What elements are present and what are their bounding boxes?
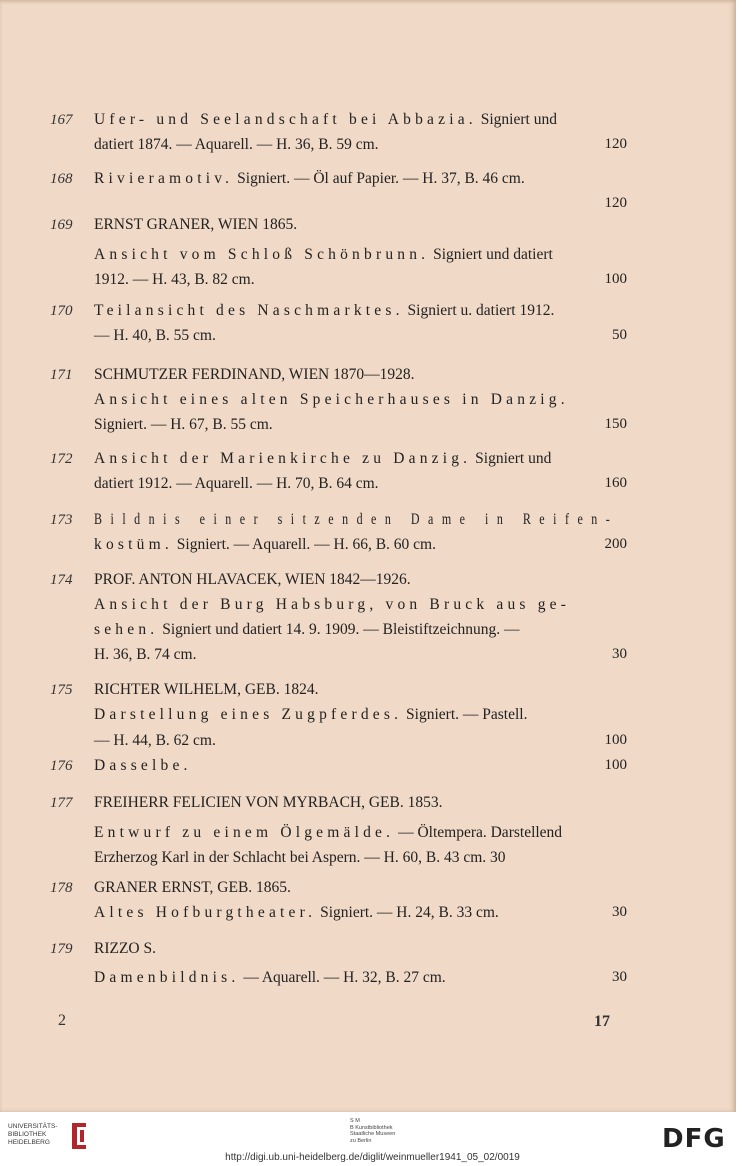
entry-line [94, 366, 618, 384]
lot-number: 177 [50, 795, 73, 811]
entry-text: RICHTER WILHELM, GEB. 1824. [94, 681, 319, 698]
entry-text: PROF. ANTON HLAVACEK, WIEN 1842—1926. [94, 571, 411, 588]
smb-logo-line: zu Berlin [350, 1137, 372, 1144]
spaced-title: Dasselbe. [94, 757, 192, 774]
lot-number: 168 [50, 171, 73, 187]
university-library-logo [8, 1123, 57, 1147]
estimate-price: 120 [604, 136, 627, 152]
spaced-title: Bildnis einer sitzenden Dame in Reifen- [94, 511, 619, 528]
lot-number: 172 [50, 451, 73, 467]
entry-line [94, 450, 618, 468]
estimate-price: 100 [604, 757, 627, 773]
entry-line [94, 849, 618, 867]
lot-number: 176 [50, 758, 73, 774]
uni-logo-line: BIBLIOTHEK [8, 1131, 47, 1138]
spaced-title: Ansicht vom Schloß Schönbrunn. [94, 246, 430, 263]
spaced-title: Ufer- und Seelandschaft bei Abbazia. [94, 111, 477, 128]
uni-logo-line: HEIDELBERG [8, 1139, 50, 1146]
spaced-title: kostüm. [94, 536, 173, 553]
dfg-logo: DFG [662, 1124, 726, 1154]
entry-line [94, 571, 618, 589]
lot-number: 169 [50, 217, 73, 233]
spaced-title: Altes Hofburgtheater. [94, 904, 317, 921]
entry-text: — Öltempera. Darstellend [394, 824, 563, 841]
estimate-price: 160 [604, 475, 627, 491]
entry-text: datiert 1874. — Aquarell. — H. 36, B. 59 cm. [94, 136, 379, 153]
entry-line [94, 216, 618, 234]
university-seal-icon [68, 1121, 90, 1151]
entry-text: datiert 1912. — Aquarell. — H. 70, B. 64 cm. [94, 475, 379, 492]
estimate-price: 30 [612, 969, 627, 985]
source-url[interactable]: http://digi.ub.uni-heidelberg.de/diglit/weinmueller1941_05_02/0019 [225, 1152, 520, 1163]
lot-number: 171 [50, 367, 73, 383]
entry-text: 1912. — H. 43, B. 82 cm. [94, 271, 255, 288]
kunstbibliothek-logo [350, 1118, 395, 1144]
lot-number: 173 [50, 512, 73, 528]
entry-line [94, 416, 618, 434]
entry-text: — Aquarell. — H. 32, B. 27 cm. [239, 969, 446, 986]
entry-text: Signiert. — Aquarell. — H. 66, B. 60 cm. [172, 536, 436, 553]
entry-line [94, 111, 618, 129]
entry-line [94, 136, 618, 154]
estimate-price: 200 [604, 536, 627, 552]
estimate-price: 30 [612, 904, 627, 920]
entry-line [94, 475, 618, 493]
estimate-price: 50 [612, 327, 627, 343]
page-number: 17 [594, 1013, 610, 1030]
lot-number: 167 [50, 112, 73, 128]
spaced-title: Rivieramotiv. [94, 170, 234, 187]
entry-text: Signiert und [471, 450, 552, 467]
entry-text: — H. 44, B. 62 cm. [94, 732, 216, 749]
spaced-title: Ansicht eines alten Speicherhauses in Danzig. [94, 391, 569, 408]
entry-text: Signiert u. datiert 1912. [403, 302, 555, 319]
entry-line [94, 824, 618, 842]
smb-logo-line: B Kunstbibliothek [350, 1124, 393, 1131]
lot-number: 170 [50, 303, 73, 319]
entry-line [94, 646, 618, 664]
entry-line [94, 706, 618, 724]
entry-text: Signiert und datiert 14. 9. 1909. — Bleistiftzeichnung. — [158, 621, 520, 638]
entry-line [94, 794, 618, 812]
spaced-title: Damenbildnis. [94, 969, 240, 986]
estimate-price: 100 [604, 271, 627, 287]
entry-text: FREIHERR FELICIEN VON MYRBACH, GEB. 1853. [94, 794, 443, 811]
entry-line [94, 246, 618, 264]
lot-number: 179 [50, 941, 73, 957]
uni-logo-line: UNIVERSITÄTS- [8, 1123, 58, 1130]
entry-text: RIZZO S. [94, 940, 156, 957]
entry-text: Signiert. — H. 24, B. 33 cm. [316, 904, 499, 921]
estimate-price: 100 [604, 732, 627, 748]
entry-line [94, 596, 618, 614]
lot-number: 175 [50, 682, 73, 698]
spaced-title: Darstellung eines Zugpferdes. [94, 706, 403, 723]
entry-line [94, 511, 619, 529]
entry-text: Signiert. — Pastell. [402, 706, 528, 723]
estimate-price: 120 [604, 195, 627, 211]
entry-line [94, 302, 618, 320]
entry-text: GRANER ERNST, GEB. 1865. [94, 879, 291, 896]
smb-logo-line: S M [350, 1118, 360, 1124]
entry-line [94, 536, 618, 554]
entry-line [94, 327, 618, 345]
entry-line [94, 940, 618, 958]
estimate-price: 30 [612, 646, 627, 662]
entry-text: Signiert. — Öl auf Papier. — H. 37, B. 46 cm. [233, 170, 525, 187]
lot-number: 174 [50, 572, 73, 588]
spaced-title: Ansicht der Marienkirche zu Danzig. [94, 450, 472, 467]
entry-line [94, 732, 618, 750]
spaced-title: Teilansicht des Naschmarktes. [94, 302, 404, 319]
entry-text: H. 36, B. 74 cm. [94, 646, 197, 663]
signature-mark: 2 [58, 1012, 66, 1029]
entry-line [94, 879, 618, 897]
spaced-title: sehen. [94, 621, 159, 638]
entry-line [94, 757, 618, 775]
entry-line [94, 391, 618, 409]
spaced-title: Entwurf zu einem Ölgemälde. [94, 824, 395, 841]
entry-line [94, 170, 618, 188]
entry-line [94, 681, 618, 699]
entry-text: SCHMUTZER FERDINAND, WIEN 1870—1928. [94, 366, 415, 383]
estimate-price: 150 [604, 416, 627, 432]
entry-text: Signiert und datiert [429, 246, 553, 263]
entry-line [94, 621, 618, 639]
entry-line [94, 969, 618, 987]
entry-text: Signiert und [476, 111, 557, 128]
entry-text: Erzherzog Karl in der Schlacht bei Aspern. — H. 60, B. 43 cm. 30 [94, 849, 506, 866]
entry-text: ERNST GRANER, WIEN 1865. [94, 216, 298, 233]
lot-number: 178 [50, 880, 73, 896]
entry-line [94, 904, 618, 922]
smb-logo-line: Staatliche Museen [350, 1131, 396, 1137]
entry-line [94, 271, 618, 289]
entry-text: Signiert. — H. 67, B. 55 cm. [94, 416, 273, 433]
spaced-title: Ansicht der Burg Habsburg, von Bruck aus ge- [94, 596, 571, 613]
entry-text: — H. 40, B. 55 cm. [94, 327, 216, 344]
